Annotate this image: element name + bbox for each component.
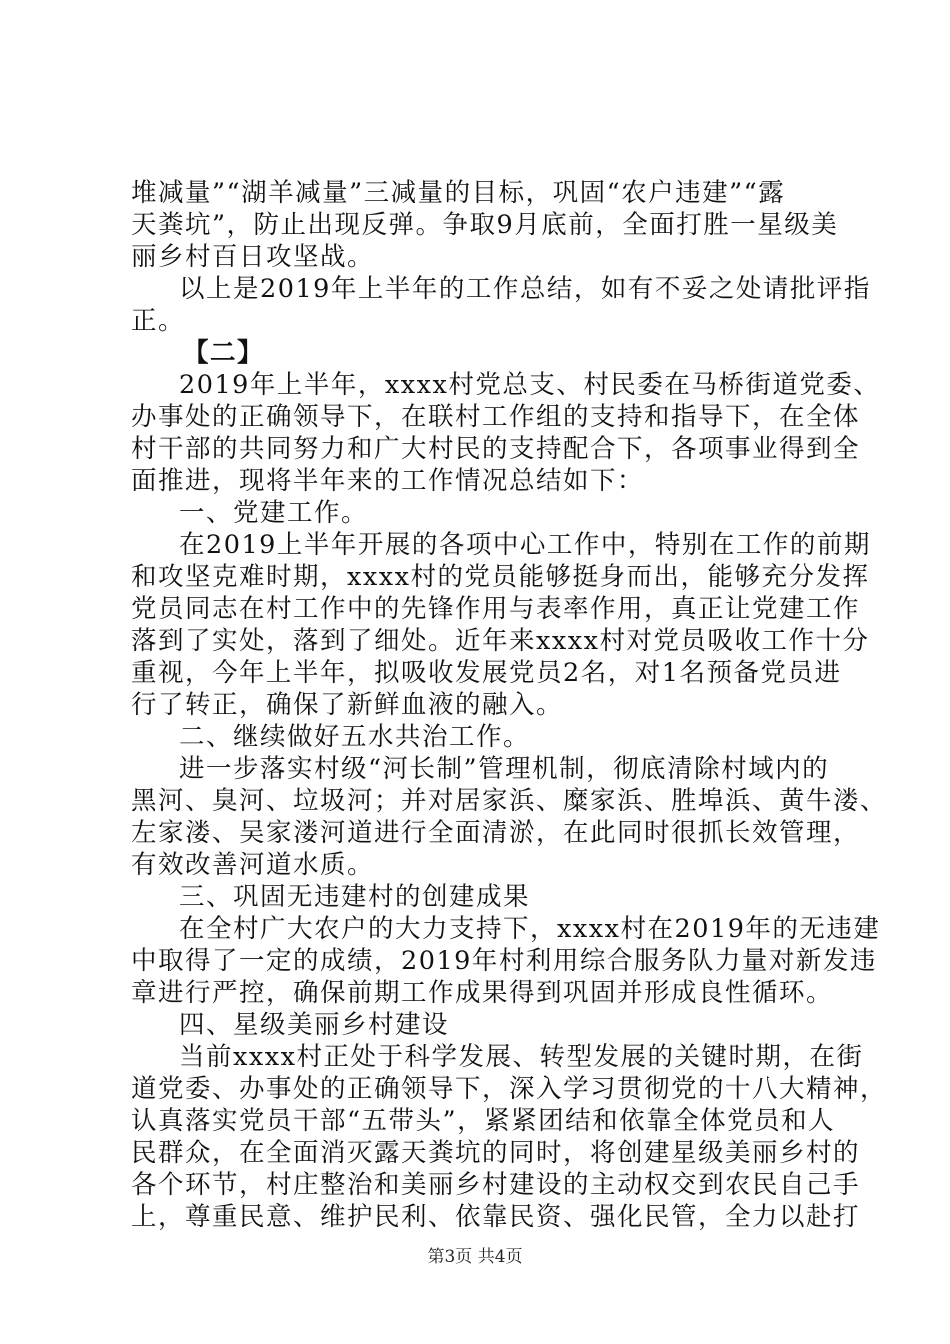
page-number: 第3页 共4页 — [427, 1247, 523, 1267]
body-text-line: 和攻坚克难时期，xxxx村的党员能够挺身而出，能够充分发挥 — [131, 562, 870, 592]
body-text-line: 2019年上半年，xxxx村党总支、村民委在马桥街道党委、 — [179, 370, 881, 400]
section-heading: 【二】 — [183, 338, 265, 368]
body-text-line: 黑河、臭河、垃圾河；并对居家浜、糜家浜、胜埠浜、黄牛溇、 — [131, 786, 888, 816]
body-text-line: 章进行严控，确保前期工作成果得到巩固并形成良性循环。 — [131, 978, 834, 1008]
body-text-line: 落到了实处，落到了细处。近年来xxxx村对党员吸收工作十分 — [131, 626, 870, 656]
subsection-heading: 四、星级美丽乡村建设 — [179, 1010, 450, 1040]
body-text-line: 党员同志在村工作中的先锋作用与表率作用，真正让党建工作 — [131, 594, 861, 624]
body-text-line: 有效改善河道水质。 — [131, 850, 375, 880]
body-text-line: 办事处的正确领导下，在联村工作组的支持和指导下，在全体 — [131, 402, 861, 432]
body-text-line: 道党委、办事处的正确领导下，深入学习贯彻党的十八大精神， — [131, 1074, 888, 1104]
body-text-line: 上，尊重民意、维护民利、依靠民资、强化民管，全力以赴打 — [131, 1202, 861, 1232]
body-text-line: 面推进，现将半年来的工作情况总结如下： — [131, 466, 645, 496]
body-text-line: 以上是2019年上半年的工作总结，如有不妥之处请批评指 — [179, 274, 871, 304]
body-text-line: 堆减量”“湖羊减量”三减量的目标，巩固“农户违建”“露 — [131, 178, 786, 208]
body-text-line: 丽乡村百日攻坚战。 — [131, 242, 375, 272]
body-text-line: 在全村广大农户的大力支持下，xxxx村在2019年的无违建 — [179, 914, 881, 944]
body-text-line: 当前xxxx村正处于科学发展、转型发展的关键时期，在街 — [179, 1042, 864, 1072]
body-text-line: 各个环节，村庄整治和美丽乡村建设的主动权交到农民自己手 — [131, 1170, 861, 1200]
body-text-line: 村干部的共同努力和广大村民的支持配合下，各项事业得到全 — [131, 434, 861, 464]
body-text-line: 正。 — [131, 306, 186, 336]
body-text-line: 民群众，在全面消灭露天粪坑的同时，将创建星级美丽乡村的 — [131, 1138, 861, 1168]
body-text-line: 认真落实党员干部“五带头”，紧紧团结和依靠全体党员和人 — [131, 1106, 836, 1136]
body-text-line: 重视，今年上半年，拟吸收发展党员2名，对1名预备党员进 — [131, 658, 842, 688]
subsection-heading: 二、继续做好五水共治工作。 — [179, 722, 531, 752]
body-text-line: 在2019上半年开展的各项中心工作中，特别在工作的前期 — [179, 530, 871, 560]
body-text-line: 中取得了一定的成绩，2019年村利用综合服务队力量对新发违 — [131, 946, 877, 976]
body-text-line: 行了转正，确保了新鲜血液的融入。 — [131, 690, 564, 720]
body-text-line: 进一步落实村级“河长制”管理机制，彻底清除村域内的 — [179, 754, 830, 784]
body-text-line: 天粪坑”，防止出现反弹。争取9月底前，全面打胜一星级美 — [131, 210, 839, 240]
body-text-line: 左家溇、吴家溇河道进行全面清淤，在此同时很抓长效管理， — [131, 818, 861, 848]
subsection-heading: 三、巩固无违建村的创建成果 — [179, 882, 531, 912]
subsection-heading: 一、党建工作。 — [179, 498, 369, 528]
